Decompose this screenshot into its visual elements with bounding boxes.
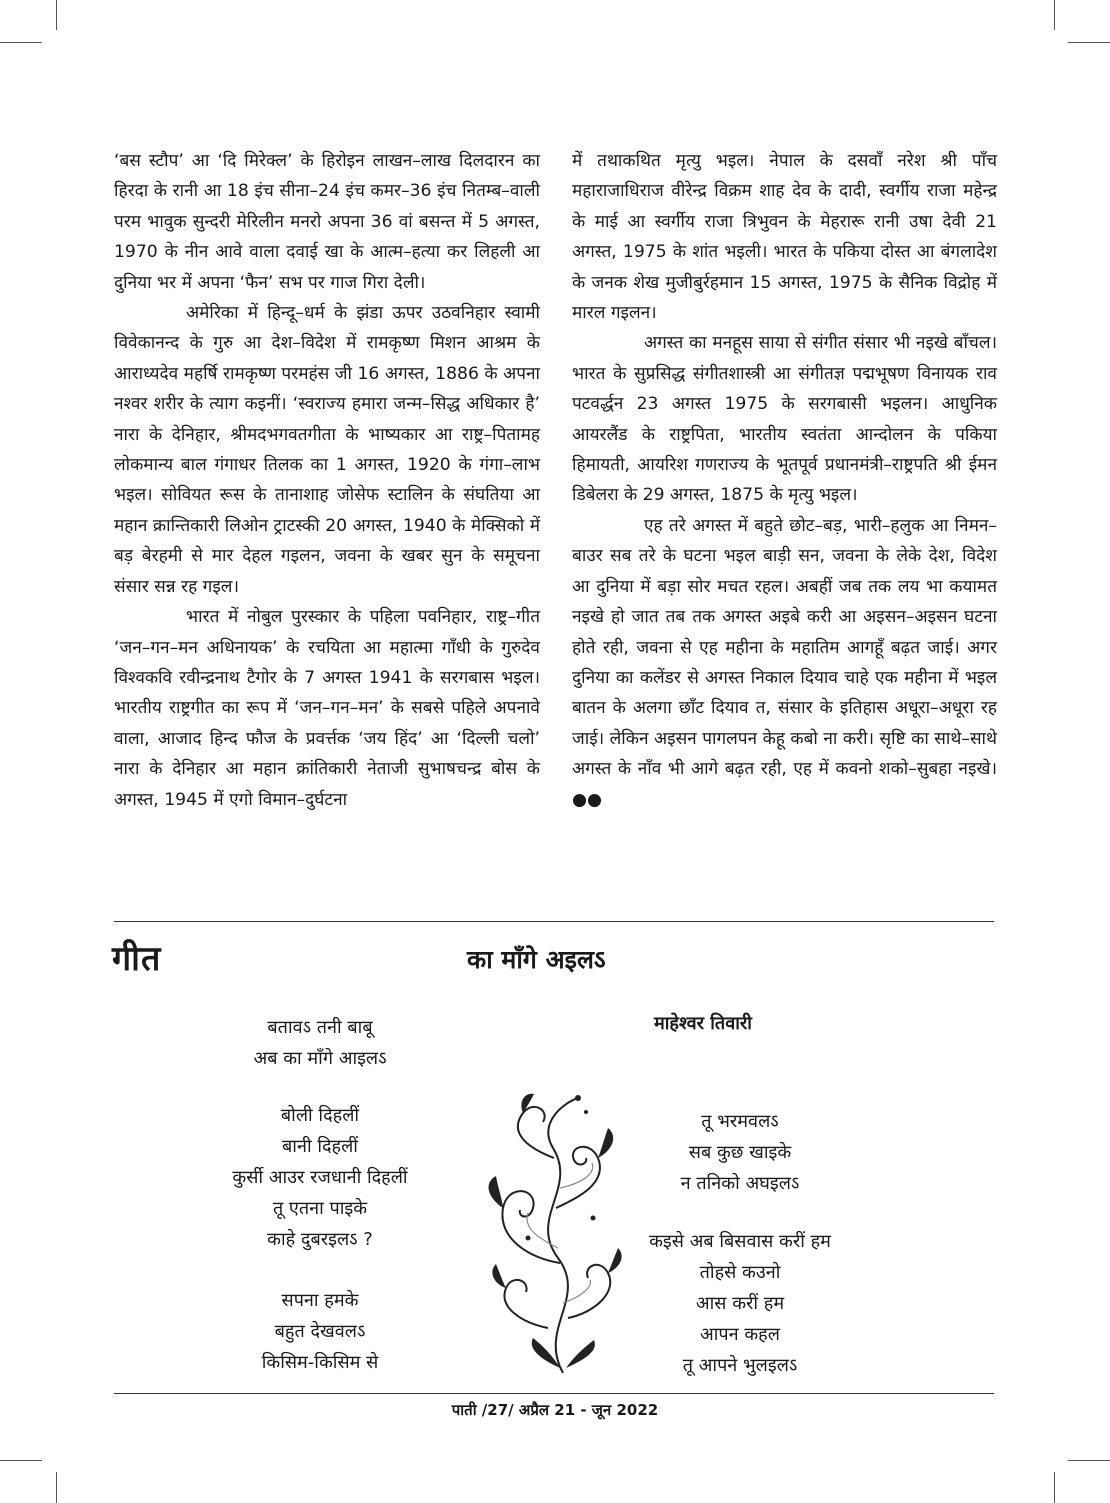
poem-title: का माँगे अइलऽ (467, 945, 606, 974)
poem-stanza (190, 1100, 450, 1255)
page-footer: पाती /27/ अप्रैल 21 - जून 2022 (451, 1401, 659, 1419)
poem-line: बहुत देखवलऽ (274, 1321, 366, 1342)
crop-mark-top-left-v (56, 0, 57, 30)
poem-line: बतावऽ तनी बाबू (267, 1017, 373, 1038)
poem-line: काहे दुबरइलऽ ? (267, 1229, 373, 1250)
crop-mark-bottom-right-v (1054, 1472, 1055, 1503)
poem-stanza (640, 1226, 840, 1381)
crop-mark-top-right-h (1068, 42, 1110, 43)
poem-line: आपन कहल (700, 1324, 780, 1345)
poem-line: तोहसे कउनो (699, 1262, 781, 1283)
footer-divider (114, 1393, 994, 1394)
crop-mark-top-left-h (0, 42, 42, 43)
poem-line: बोली दिहलीं (280, 1105, 360, 1126)
article-paragraph: ‘बस स्टौप’ आ ‘दि मिरेक्ल’ के हिरोइन लाखन–लाख दिलदारन का हिरदा के रानी आ 18 इंच सीना–24 इंच कमर–36 इंच नितम्ब–वाली परम भावुक सुन्दरी मेरिलीन मनरो अपना 36 वां बसन्त में 5 अगस्त, 1970 के नीन आवे वाला दवाई खा के आत्म–हत्या कर लिहली आ दुनिया भर में अपना ‘फैन’ सभ पर गाज गिरा देली। (114, 151, 540, 293)
article-column-left (114, 146, 540, 815)
section-divider (114, 921, 994, 922)
article-paragraph: एह तरे अगस्त में बहुते छोट–बड़, भारी–हलुक आ निमन–बाउर सब तरे के घटना भइल बाड़ी सन, जवना के लेके देश, विदेश आ दुनिया में बड़ा सोर मचत रहल। अबहीं जब तक लय भा कयामत नइखे हो जात तब तक अगस्त अइबे करी आ अइसन–अइसन घटना होते रही, जवना से एह महीना के महातिम आगहूँ बढ़त जाई। अगर दुनिया का कलेंडर से अगस्त निकाल दियाव चाहे एक महीना में भइल बातन के अलगा छाँट दियाव त, संसार के इतिहास अधूरा–अधूरा रह जाई। लेकिन अइसन पागलपन केहू कबो ना करी। सृष्टि का साथे–साथे अगस्त के नाँव भी आगे बढ़त रही, एह में कवनो शको–सुबहा नइखे। ●● (572, 515, 997, 810)
poem-line: अब का माँगे आइलऽ (253, 1048, 387, 1069)
floral-swirl-ornament-icon (468, 1088, 633, 1378)
poem-line: बानी दिहलीं (282, 1136, 358, 1157)
article-paragraph: अगस्त का मनहूस साया से संगीत संसार भी नइखे बाँचल। भारत के सुप्रसिद्ध संगीतशास्त्री आ संगीतज्ञ पद्मभूषण विनायक राव पटवर्द्धन 23 अगस्त 1975 के सरगबासी भइलन। आधुनिक आयरलैंड के राष्ट्रपिता, भारतीय स्वतंता आन्दोलन के पकिया हिमायती, आयरिश गणराज्य के भूतपूर्व प्रधानमंत्री–राष्ट्रपति श्री ईमन डिबेलरा के 29 अगस्त, 1875 के मृत्यु भइल। (572, 333, 997, 506)
crop-mark-bottom-left-h (0, 1460, 42, 1461)
poem-line: तू भरमवलऽ (701, 1111, 779, 1132)
poem-stanza (640, 1106, 840, 1199)
poem-line: न तनिको अघइलऽ (680, 1173, 800, 1194)
article-paragraph: भारत में नोबुल पुरस्कार के पहिला पवनिहार, राष्ट्र–गीत ‘जन–गन–मन अधिनायक’ के रचयिता आ महात्मा गाँधी के गुरुदेव विश्वकवि रवीन्द्रनाथ टैगोर के 7 अगस्त 1941 के सरगबास भइल। भारतीय राष्ट्रगीत का रूप में ‘जन–गन–मन’ के सबसे पहिले अपनावे वाला, आजाद हिन्द फौज के प्रवर्त्तक ‘जय हिंद’ आ ‘दिल्ली चलो’ नारा के देनिहार आ महान क्रांतिकारी नेताजी सुभाषचन्द्र बोस के अगस्त, 1945 में एगो विमान–दुर्घटना (114, 607, 540, 810)
poem-line: कइसे अब बिसवास करीं हम (649, 1231, 831, 1252)
poem-line: तू आपने भुलइलऽ (682, 1355, 798, 1376)
poem-line: किसिम-किसिम से (261, 1352, 379, 1373)
crop-mark-bottom-right-h (1068, 1460, 1110, 1461)
poem-line: आस करीं हम (695, 1293, 785, 1314)
poet-name: माहेश्वर तिवारी (654, 1013, 752, 1034)
poem-stanza (190, 1012, 450, 1074)
article-paragraph: अमेरिका में हिन्दू–धर्म के झंडा ऊपर उठवनिहार स्वामी विवेकानन्द के गुरु आ देश–विदेश में रामकृष्ण मिशन आश्रम के आराध्यदेव महर्षि रामकृष्ण परमहंस जी 16 अगस्त, 1886 के अपना नश्वर शरीर के त्याग कइनीं। ‘स्वराज्य हमारा जन्म–सिद्ध अधिकार है’ नारा के देनिहार, श्रीमदभगवतगीता के भाष्यकार आ राष्ट्र–पितामह लोकमान्य बाल गंगाधर तिलक का 1 अगस्त, 1920 के गंगा–लाभ भइल। सोवियत रूस के तानाशाह जोसेफ स्टालिन के संघतिया आ महान क्रान्तिकारी लिओन ट्राटस्की 20 अगस्त, 1940 के मेक्सिको में बड़ बेरहमी से मार देहल गइलन, जवना के खबर सुन के समूचना संसार सन्न रह गइल। (114, 303, 540, 597)
poem-line: कुर्सी आउर रजधानी दिहलीं (232, 1167, 408, 1188)
poem-stanza (190, 1285, 450, 1378)
section-label: गीत (112, 939, 162, 979)
crop-mark-bottom-left-v (56, 1472, 57, 1503)
poem-line: सब कुछ खाइके (688, 1142, 792, 1163)
poem-line: तू एतना पाइके (272, 1198, 368, 1219)
crop-mark-top-right-v (1054, 0, 1055, 30)
article-column-right (572, 146, 997, 815)
article-paragraph: में तथाकथित मृत्यु भइल। नेपाल के दसवाँ नरेश श्री पाँच महाराजाधिराज वीरेन्द्र विक्रम शाह देव के दादी, स्वर्गीय राजा महेन्द्र के माई आ स्वर्गीय राजा त्रिभुवन के मेहरारू रानी उषा देवी 21 अगस्त, 1975 के शांत भइली। भारत के पकिया दोस्त आ बंगलादेश के जनक शेख मुजीबुर्रहमान 15 अगस्त, 1975 के सैनिक विद्रोह में मारल गइलन। (572, 151, 997, 324)
poem-line: सपना हमके (281, 1290, 359, 1311)
